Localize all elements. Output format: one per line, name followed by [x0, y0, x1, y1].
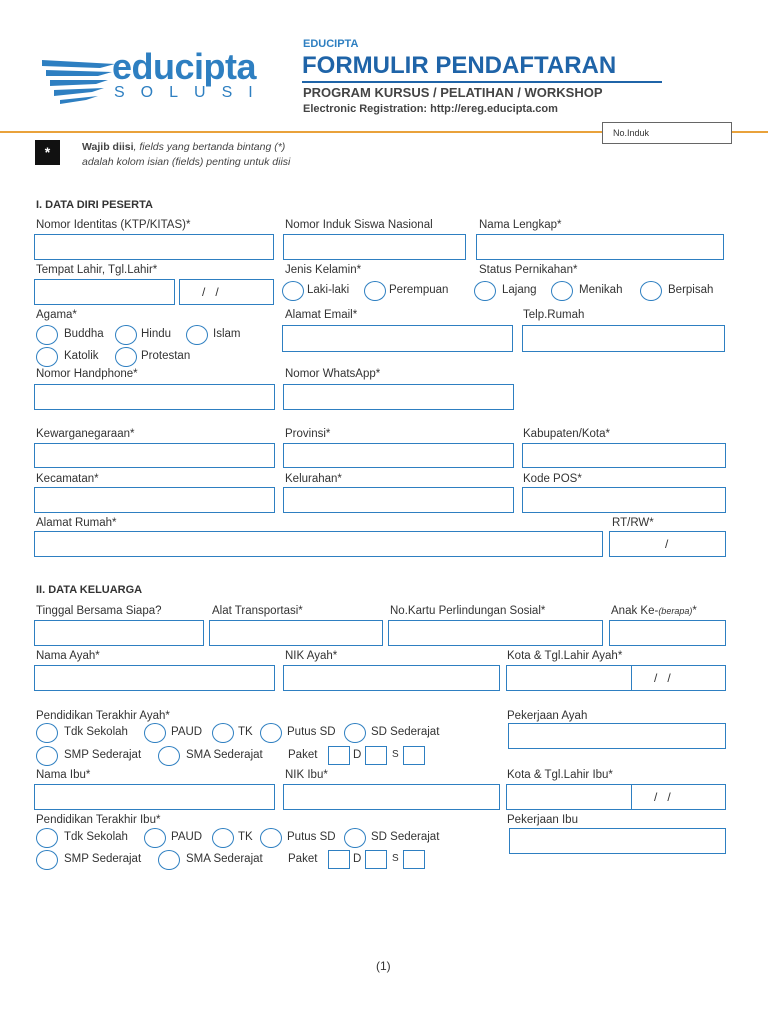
ibu-sd-label: SD Sederajat: [371, 831, 440, 843]
rtrw-input[interactable]: [609, 531, 726, 557]
tempat-lahir-input[interactable]: [34, 279, 175, 305]
ayah-sd-label: SD Sederajat: [371, 726, 440, 738]
nama-ayah-input[interactable]: [34, 665, 275, 691]
required-star: *: [44, 144, 51, 160]
kelurahan-label: Kelurahan*: [285, 473, 342, 485]
nik-ibu-label: NIK Ibu*: [285, 769, 328, 781]
logo-swoosh-icon: [40, 46, 120, 106]
ibu-paket-s-label: S: [392, 853, 399, 864]
tinggal-input[interactable]: [34, 620, 204, 646]
ayah-putus-sd-radio[interactable]: [260, 723, 282, 743]
form-title: FORMULIR PENDAFTARAN: [302, 52, 617, 79]
kecamatan-label: Kecamatan*: [36, 473, 99, 485]
anak-ke-note: (berapa): [658, 606, 693, 616]
notice-line2: adalah kolom isian (fields) penting untuk diisi: [82, 156, 291, 168]
ibu-sma-radio[interactable]: [158, 850, 180, 870]
ibu-paket-c-box[interactable]: [328, 850, 350, 869]
logo: [40, 46, 275, 106]
status-menikah-radio[interactable]: [551, 281, 573, 301]
ibu-smp-label: SMP Sederajat: [64, 853, 142, 865]
whatsapp-input[interactable]: [283, 384, 514, 410]
ayah-putus-sd-label: Putus SD: [287, 726, 336, 738]
ibu-tk-radio[interactable]: [212, 828, 234, 848]
rtrw-sep: /: [665, 537, 669, 551]
ibu-sd-radio[interactable]: [344, 828, 366, 848]
tinggal-label: Tinggal Bersama Siapa?: [36, 605, 162, 617]
status-lajang-radio[interactable]: [474, 281, 496, 301]
pekerjaan-ayah-input[interactable]: [508, 723, 726, 749]
nisn-input[interactable]: [283, 234, 466, 260]
pend-ayah-label: Pendidikan Terakhir Ayah*: [36, 710, 170, 722]
logo-main-text: educipta: [112, 46, 257, 87]
kota-ayah-input[interactable]: [506, 665, 632, 691]
kartu-label: No.Kartu Perlindungan Sosial*: [390, 605, 546, 617]
ibu-sma-label: SMA Sederajat: [186, 853, 263, 865]
telp-input[interactable]: [522, 325, 725, 352]
gender-laki-radio[interactable]: [282, 281, 304, 301]
pekerjaan-ibu-label: Pekerjaan Ibu: [507, 814, 578, 826]
ayah-sma-radio[interactable]: [158, 746, 180, 766]
ibu-tdk-sekolah-label: Tdk Sekolah: [64, 831, 128, 843]
agama-hindu-label: Hindu: [141, 328, 172, 340]
kewarganegaraan-input[interactable]: [34, 443, 275, 468]
anak-ke-input[interactable]: [609, 620, 726, 646]
ayah-tdk-sekolah-label: Tdk Sekolah: [64, 726, 128, 738]
no-induk-field[interactable]: [602, 122, 732, 144]
ayah-paket-d-label: D: [353, 749, 362, 761]
status-berpisah-radio[interactable]: [640, 281, 662, 301]
agama-islam-radio[interactable]: [186, 325, 208, 345]
notice-text: [82, 140, 342, 170]
nisn-label: Nomor Induk Siswa Nasional: [285, 219, 433, 231]
ayah-sd-radio[interactable]: [344, 723, 366, 743]
notice-bold: Wajib diisi: [82, 141, 134, 153]
tempat-lahir-label: Tempat Lahir, Tgl.Lahir*: [36, 264, 158, 276]
agama-label: Agama*: [36, 309, 77, 321]
gender-perempuan-radio[interactable]: [364, 281, 386, 301]
ayah-paud-label: PAUD: [171, 726, 203, 738]
ayah-smp-radio[interactable]: [36, 746, 58, 766]
rtrw-label: RT/RW*: [612, 517, 654, 529]
agama-protestan-label: Protestan: [141, 350, 191, 362]
nama-lengkap-input[interactable]: [476, 234, 724, 260]
ibu-smp-radio[interactable]: [36, 850, 58, 870]
gender-laki-label: Laki-laki: [307, 284, 350, 296]
kode-pos-label: Kode POS*: [523, 473, 582, 485]
ayah-tdk-sekolah-radio[interactable]: [36, 723, 58, 743]
provinsi-input[interactable]: [283, 443, 514, 468]
ibu-paud-label: PAUD: [171, 831, 203, 843]
nomor-identitas-label: Nomor Identitas (KTP/KITAS)*: [36, 219, 191, 231]
ayah-paket-c-box[interactable]: [328, 746, 350, 765]
section1-title: I. DATA DIRI PESERTA: [36, 199, 153, 211]
page-number: (1): [376, 959, 391, 973]
brand-label: EDUCIPTA: [303, 38, 359, 50]
agama-katolik-label: Katolik: [64, 350, 99, 362]
required-star-badge: [35, 140, 60, 165]
nik-ayah-label: NIK Ayah*: [285, 650, 338, 662]
pend-ibu-label: Pendidikan Terakhir Ibu*: [36, 814, 161, 826]
title-underline: [302, 81, 662, 83]
ayah-sma-label: SMA Sederajat: [186, 749, 263, 761]
ayah-paket-s-label: S: [392, 749, 399, 760]
provinsi-label: Provinsi*: [285, 428, 331, 440]
agama-katolik-radio[interactable]: [36, 347, 58, 367]
whatsapp-label: Nomor WhatsApp*: [285, 368, 381, 380]
kota-ibu-label: Kota & Tgl.Lahir Ibu*: [507, 769, 613, 781]
ayah-paud-radio[interactable]: [144, 723, 166, 743]
ayah-tk-radio[interactable]: [212, 723, 234, 743]
ibu-paket-s-box[interactable]: [403, 850, 425, 869]
status-berpisah-label: Berpisah: [668, 284, 714, 296]
tgl-ayah-sep: / /: [654, 671, 671, 685]
nama-lengkap-label: Nama Lengkap*: [479, 219, 562, 231]
nama-ibu-input[interactable]: [34, 784, 275, 810]
notice-line1: , fields yang bertanda bintang (*): [133, 141, 286, 153]
ayah-tk-label: TK: [238, 726, 253, 738]
kota-ayah-label: Kota & Tgl.Lahir Ayah*: [507, 650, 623, 662]
kabupaten-input[interactable]: [522, 443, 726, 468]
jenis-kelamin-label: Jenis Kelamin*: [285, 264, 362, 276]
alamat-input[interactable]: [34, 531, 603, 557]
ibu-paket-d-box[interactable]: [365, 850, 387, 869]
agama-islam-label: Islam: [213, 328, 241, 340]
ibu-paket-d-label: D: [353, 853, 362, 865]
kecamatan-input[interactable]: [34, 487, 275, 513]
kabupaten-label: Kabupaten/Kota*: [523, 428, 610, 440]
kewarganegaraan-label: Kewarganegaraan*: [36, 428, 135, 440]
transportasi-label: Alat Transportasi*: [212, 605, 303, 617]
ayah-smp-label: SMP Sederajat: [64, 749, 142, 761]
ayah-paket-s-box[interactable]: [403, 746, 425, 765]
anak-ke-star: *: [692, 605, 697, 617]
nama-ayah-label: Nama Ayah*: [36, 650, 100, 662]
ibu-tdk-sekolah-radio[interactable]: [36, 828, 58, 848]
status-lajang-label: Lajang: [502, 284, 537, 296]
ibu-putus-sd-radio[interactable]: [260, 828, 282, 848]
agama-buddha-radio[interactable]: [36, 325, 58, 345]
ibu-paket-label: Paket: [288, 853, 318, 865]
tgl-lahir-sep: / /: [202, 285, 219, 299]
status-menikah-label: Menikah: [579, 284, 623, 296]
nomor-identitas-input[interactable]: [34, 234, 274, 260]
registration-url: Electronic Registration: http://ereg.educipta.com: [303, 103, 558, 115]
anak-ke-label: [611, 605, 697, 617]
alamat-label: Alamat Rumah*: [36, 517, 117, 529]
email-input[interactable]: [282, 325, 513, 352]
ibu-putus-sd-label: Putus SD: [287, 831, 336, 843]
ibu-tk-label: TK: [238, 831, 253, 843]
kelurahan-input[interactable]: [283, 487, 514, 513]
handphone-input[interactable]: [34, 384, 275, 410]
kode-pos-input[interactable]: [522, 487, 726, 513]
kota-ibu-input[interactable]: [506, 784, 632, 810]
ayah-paket-d-box[interactable]: [365, 746, 387, 765]
status-pernikahan-label: Status Pernikahan*: [479, 264, 578, 276]
nik-ibu-input[interactable]: [283, 784, 500, 810]
transportasi-input[interactable]: [209, 620, 383, 646]
agama-hindu-radio[interactable]: [115, 325, 137, 345]
tgl-ibu-input[interactable]: [631, 784, 726, 810]
agama-protestan-radio[interactable]: [115, 347, 137, 367]
pekerjaan-ibu-input[interactable]: [509, 828, 726, 854]
tgl-lahir-input[interactable]: [179, 279, 274, 305]
logo-sub-text: SOLUSI: [114, 84, 269, 101]
tgl-ibu-sep: / /: [654, 790, 671, 804]
handphone-label: Nomor Handphone*: [36, 368, 138, 380]
ibu-paud-radio[interactable]: [144, 828, 166, 848]
form-subtitle: PROGRAM KURSUS / PELATIHAN / WORKSHOP: [303, 85, 603, 100]
no-induk-label: No.Induk: [613, 128, 650, 138]
nik-ayah-input[interactable]: [283, 665, 500, 691]
tgl-ayah-input[interactable]: [631, 665, 726, 691]
nama-ibu-label: Nama Ibu*: [36, 769, 91, 781]
telp-label: Telp.Rumah: [523, 309, 585, 321]
agama-buddha-label: Buddha: [64, 328, 104, 340]
gender-perempuan-label: Perempuan: [389, 284, 449, 296]
section2-title: II. DATA KELUARGA: [36, 584, 143, 596]
ayah-paket-label: Paket: [288, 749, 318, 761]
email-label: Alamat Email*: [285, 309, 358, 321]
anak-ke-text: Anak Ke-: [611, 605, 659, 617]
kartu-input[interactable]: [388, 620, 603, 646]
pekerjaan-ayah-label: Pekerjaan Ayah: [507, 710, 588, 722]
